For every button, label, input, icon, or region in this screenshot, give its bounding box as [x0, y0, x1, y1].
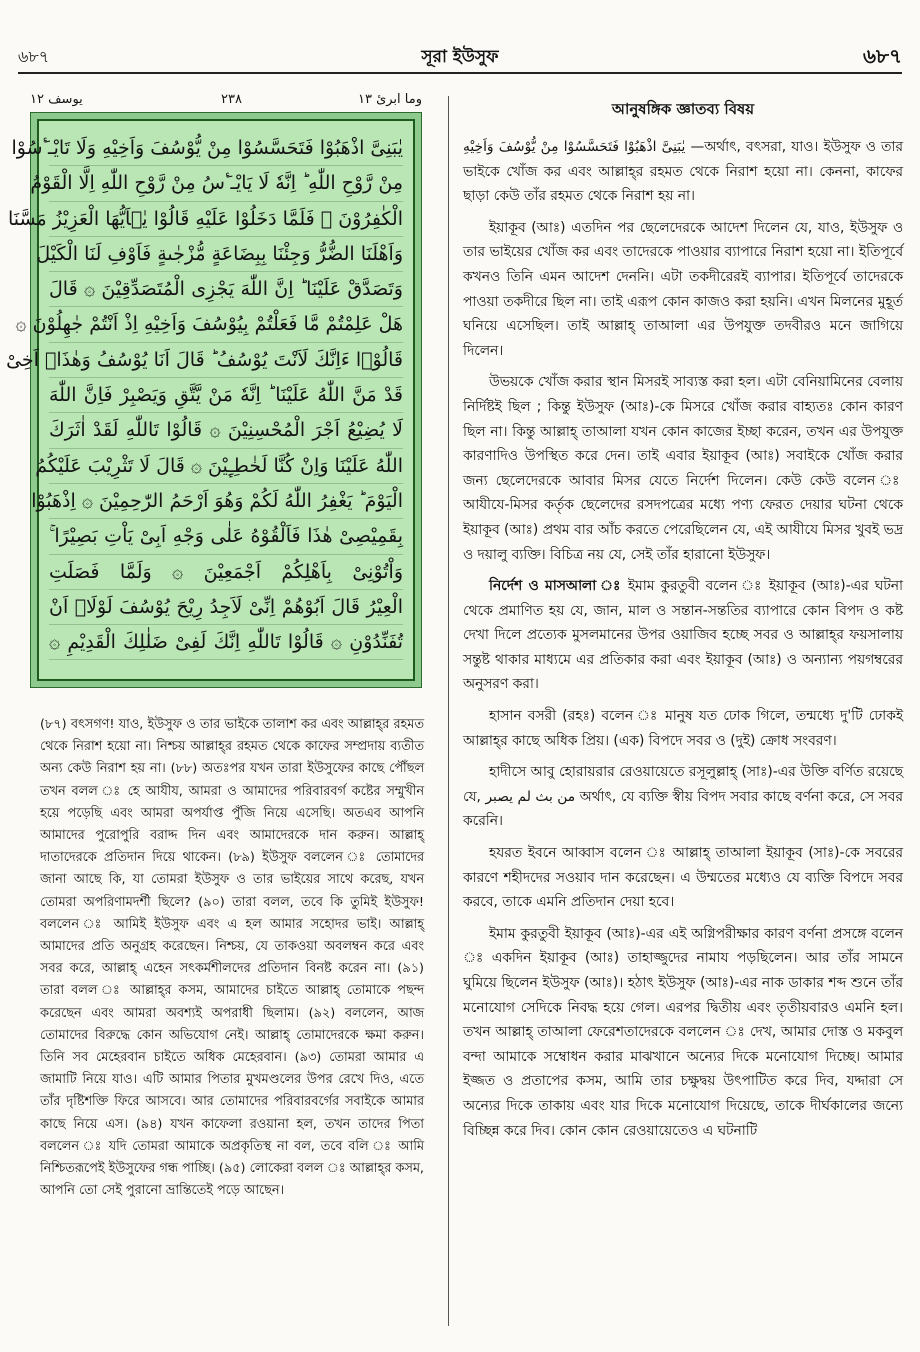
page-number-left: ৬৮৭	[18, 47, 50, 66]
page-header	[18, 40, 902, 70]
commentary-paragraph: হাসান বসরী (রহঃ) বলেন ঃ মানুষ যত ঢোক গিলে, তন্মধ্যে দু'টি ঢোকই আল্লাহ্‌র কাছে অধিক প্রিয়। (এক) বিপদে সবর ও (দুই) ক্রোধ সংবরণ।	[463, 708, 903, 749]
arabic-quote: من بث لم يصبر	[485, 788, 576, 805]
arabic-line: مِنْ رَّوْحِ اللّٰهِ ؕ اِنَّهٗ لَا يَايْـٴَسُ مِنْ رَّوْحِ اللّٰهِ اِلَّا الْقَوْمُ	[49, 166, 403, 201]
commentary-paragraph: ইয়াকূব (আঃ) এতদিন পর ছেলেদেরকে আদেশ দিলেন যে, যাও, ইউসুফ ও তার ভাইয়ের খোঁজ কর এবং তাদেরকে পাওয়ার ব্যাপারে নিরাশ হয়ো না। ইতিপূর্বে কখনও তিনি এমন আদেশ দেননি। এটা তকদীরেরই ব্যাপার। ইতিপূর্বে তাদেরকে পাওয়া তকদীরে ছিল না। তাই এরূপ কোন কাজও করা হয়নি। এখন মিলনের মুহূর্ত ঘনিয়ে এসেছিল। তাই আল্লাহ্ তাআলা এর উপযুক্ত তদবীরও মনে জাগিয়ে দিলেন।	[463, 219, 903, 359]
arabic-line: قَالُوْۤا ءَاِنَّكَ لَاَنْتَ يُوْسُفُ ؕ قَالَ اَنَا يُوْسُفُ وَهٰذَاۤ اَخِىْ	[49, 343, 403, 378]
commentary-paragraph: উভয়কে খোঁজ করার স্থান মিসরই সাব্যস্ত করা হল। এটা বেনিয়ামিনের বেলায় নির্দিষ্টই ছিল ; কিন্তু ইউসুফ (আঃ)-কে মিসরে খোঁজ করার বাহ্যতঃ কোন কারণ ছিল না। কিন্তু আল্লাহ্ তাআলা যখন কোন কাজের ইচ্ছা করেন, তখন এর উপযুক্ত কারণাদিও উপস্থিত করে দেন। তাই এবার ইয়াকূব (আঃ) সবাইকে খোঁজ করার জন্য ছেলেদেরকে আবার মিসর যেতে নির্দেশ দিলেন। কেউ কেউ বলেন ঃ আযীযে-মিসর কর্তৃক ছেলেদের রসদপত্রের মধ্যে পণ্য ফেরত দেয়ার ঘটনা থেকে ইয়াকূব (আঃ) প্রথম বার আঁচ করতে পেরেছিলেন যে, এই আযীযে মিসর খুবই ভদ্র ও দয়ালু ব্যক্তি। বিচিত্র নয় যে, সেই তাঁর হারানো ইউসুফ।	[463, 374, 903, 563]
column-divider	[448, 96, 449, 1326]
arabic-line: يٰبَنِىَّ اذْهَبُوْا فَتَحَسَّسُوْا مِنْ يُّوْسُفَ وَاَخِيْهِ وَلَا تَايْـٴَسُوْا	[49, 131, 403, 166]
surah-label: يوسف ١٢	[30, 92, 83, 107]
arabic-verse-frame	[6, 112, 422, 688]
arabic-line: اللّٰهُ عَلَيْنَا وَاِنْ كُنَّا لَخٰطِـِٕيْنَ ۞ قَالَ لَا تَثْرِيْبَ عَلَيْكُمُ	[49, 449, 403, 484]
commentary-paragraph: ইমাম কুরতুবী ইয়াকূব (আঃ)-এর এই অগ্নিপরীক্ষার কারণ বর্ণনা প্রসঙ্গে বলেন ঃ একদিন ইয়াকূব (আঃ) তাহাজ্জুদের নামায পড়ছিলেন। আর তাঁর সামনে ঘুমিয়ে ছিলেন ইউসুফ (আঃ)। হঠাৎ ইউসুফ (আঃ)-এর নাক ডাকার শব্দ শুনে তাঁর মনোযোগ সেদিকে নিবদ্ধ হয়ে গেল। এরপর দ্বিতীয় এবং তৃতীয়বারও এমনি হল। তখন আল্লাহ্ তাআলা ফেরেশতাদেরকে বললেন ঃ দেখ, আমার দোস্ত ও মকবুল বন্দা আমাকে সম্বোধন করার মাঝখানে অন্যের দিকে মনোযোগ দিচ্ছে। আমার ইজ্জত ও প্রতাপের কসম, আমি তার চক্ষুদ্বয় উৎপাটিত করে দিব, যদ্দারা সে অন্যের দিকে তাকায় এবং যার দিকে মনোযোগ দিয়েছে, তাকে দীর্ঘকালের জন্যে বিচ্ছিন্ন করে দিব। কোন কোন রেওয়ায়েতেও এ ঘটনাটি	[463, 925, 903, 1139]
section-title: আনুষঙ্গিক জ্ঞাতব্য বিষয়	[611, 100, 755, 118]
arabic-line: وَاَهْلَنَا الضُّرُّ وَجِئْنَا بِبِضَاعَةٍ مُّزْجٰىةٍ فَاَوْفِ لَنَا الْكَيْلَ	[49, 237, 403, 272]
commentary-paragraph: হাদীসে আবু হোরায়রার রেওয়ায়েতে রসূলুল্লাহ্ (সাঃ)-এর উক্তি বর্ণিত রয়েছে যে, من بث لم يصبر অর্থাৎ, যে ব্যক্তি স্বীয় বিপদ সবার কাছে বর্ণনা করে, সে সবর করেনি।	[463, 764, 903, 830]
arabic-line: الْعِيْرُ قَالَ اَبُوْهُمْ اِنِّىْ لَاَجِدُ رِيْحَ يُوْسُفَ لَوْلَاۤ اَنْ	[49, 590, 403, 625]
commentary-paragraph: নির্দেশ ও মাসআলা ঃ ইমাম কুরতুবী বলেন ঃ ইয়াকূব (আঃ)-এর ঘটনা থেকে প্রমাণিত হয় যে, জান, মাল ও সন্তান-সন্ততির ব্যাপারে কোন বিপদ ও কষ্ট দেখা দিলে প্রত্যেক মুসলমানের উপর ওয়াজিব হচ্ছে সবর ও আল্লাহ্‌র ফয়সালায় সন্তুষ্ট থাকার মাধ্যমে এর প্রতিকার করা এবং ইয়াকূব (আঃ) ও অন্যান্য পয়গম্বরের অনুসরণ করা।	[463, 578, 903, 693]
arabic-line: الْيَوْمَ ؕ يَغْفِرُ اللّٰهُ لَكُمْ وَهُوَ اَرْحَمُ الرّٰحِمِيْنَ ۞ اِذْهَبُوْا	[49, 484, 403, 519]
arabic-page-number: ٢٣٨	[221, 92, 242, 107]
commentary-paragraph: يٰبَنِىَّ اذْهَبُوْا فَتَحَسَّسُوْا مِنْ يُّوْسُفَ وَاَخِيْهِ —অর্থাৎ, বৎসরা, যাও। ইউসুফ ও তার ভাইকে খোঁজ কর এবং আল্লাহ্‌র রহমত থেকে নিরাশ হয়ো না। কেননা, কাফের ছাড়া কেউ তাঁর রহমত থেকে নিরাশ হয় না।	[463, 139, 903, 205]
arabic-line: وَتَصَدَّقْ عَلَيْنَا ؕ اِنَّ اللّٰهَ يَجْزِى الْمُتَصَدِّقِيْنَ ۞ قَالَ	[49, 272, 403, 307]
arabic-line: بِقَمِيْصِىْ هٰذَا فَاَلْقُوْهُ عَلٰى وَجْهِ اَبِىْ يَاْتِ بَصِيْرًا ۚ	[49, 519, 403, 554]
arabic-verse-panel	[6, 119, 415, 681]
surah-title: সূরা ইউসুফ	[421, 47, 499, 67]
arabic-line: قَدْ مَنَّ اللّٰهُ عَلَيْنَا ؕ اِنَّهٗ مَنْ يَّتَّقِ وَيَصْبِرْ فَاِنَّ اللّٰهَ	[49, 378, 403, 413]
arabic-running-header	[30, 92, 422, 110]
juz-label: وما ابرئ ١٣	[357, 92, 422, 107]
commentary-paragraph: হযরত ইবনে আব্বাস বলেন ঃ আল্লাহ্ তাআলা ইয়াকূব (সাঃ)-কে সবরের কারণে শহীদদের সওয়াব দান করেছেন। এ উম্মতের মধ্যেও যে ব্যক্তি বিপদে সবর করবে, তাকে এমনি প্রতিদান দেয়া হবে।	[463, 845, 903, 911]
translation-text: (৮৭) বৎসগণ! যাও, ইউসুফ ও তার ভাইকে তালাশ কর এবং আল্লাহ্‌র রহমত থেকে নিরাশ হয়ো না। নিশ্চয় আল্লাহ্‌র রহমত থেকে কাফের সম্প্রদায় ব্যতীত অন্য কেউ নিরাশ হয় না। (৮৮) অতঃপর যখন তারা ইউসুফের কাছে পৌঁছল তখন বলল ঃ হে আযীয, আমরা ও আমাদের পরিবারবর্গ কষ্টের সম্মুখীন হয়ে পড়েছি এবং আমরা অপর্যাপ্ত পুঁজি নিয়ে এসেছি। অতএব আপনি আমাদের পুরোপুরি বরাদ্দ দিন এবং আমাদেরকে দান করুন। আল্লাহ্ দাতাদেরকে প্রতিদান দিয়ে থাকেন। (৮৯) ইউসুফ বললেন ঃ তোমাদের জানা আছে কি, যা তোমরা ইউসুফ ও তার ভাইয়ের সাথে করেছ, যখন তোমরা অপরিণামদর্শী ছিলে? (৯০) তারা বলল, তবে কি তুমিই ইউসুফ! বললেন ঃ আমিই ইউসুফ এবং এ হল আমার সহোদর ভাই। আল্লাহ্ আমাদের প্রতি অনুগ্রহ করেছেন। নিশ্চয়, যে তাকওয়া অবলম্বন করে এবং সবর করে, আল্লাহ্ এহেন সৎকর্মশীলদের প্রতিদান বিনষ্ট করেন না। (৯১) তারা বলল ঃ আল্লাহ্‌র কসম, আমাদের চাইতে আল্লাহ্ তোমাকে পছন্দ করেছেন এবং আমরা অবশ্যই অপরাধী ছিলাম। (৯২) বললেন, আজ তোমাদের বিরুদ্ধে কোন অভিযোগ নেই। আল্লাহ্ তোমাদেরকে ক্ষমা করুন। তিনি সব মেহেরবান চাইতে অধিক মেহেরবান। (৯৩) তোমরা আমার এ জামাটি নিয়ে যাও। এটি আমার পিতার মুখমণ্ডলের উপর রেখে দিও, এতে তাঁর দৃষ্টিশক্তি ফিরে আসবে। আর তোমাদের পরিবারবর্গের সবাইকে আমার কাছে নিয়ে এস। (৯৪) যখন কাফেলা রওয়ানা হল, তখন তাদের পিতা বললেন ঃ যদি তোমরা আমাকে অপ্রকৃতিস্থ না বল, তবে বলি ঃ আমি নিশ্চিতরূপেই ইউসুফের গন্ধ পাচ্ছি। (৯৫) লোকেরা বলল ঃ আল্লাহ্‌র কসম, আপনি তো সেই পুরানো ভ্রান্তিতেই পড়ে আছেন।	[40, 717, 424, 1199]
arabic-line: هَلْ عَلِمْتُمْ مَّا فَعَلْتُمْ بِيُوْسُفَ وَاَخِيْهِ اِذْ اَنْتُمْ جٰهِلُوْنَ ۞	[49, 307, 403, 342]
arabic-line: وَاْتُوْنِىْ بِاَهْلِكُمْ اَجْمَعِيْنَ ۞ وَلَمَّا فَصَلَتِ	[49, 555, 403, 590]
arabic-line: تُفَنِّدُوْنِ ۞ قَالُوْا تَاللّٰهِ اِنَّكَ لَفِىْ ضَلٰلِكَ الْقَدِيْمِ ۞	[49, 625, 403, 660]
page-number-right: ৬৮৭	[863, 44, 902, 68]
header-rule	[18, 72, 902, 74]
commentary-column	[463, 94, 903, 1150]
paragraph-lead: নির্দেশ ও মাসআলা ঃ	[489, 578, 622, 595]
arabic-quote: يٰبَنِىَّ اذْهَبُوْا فَتَحَسَّسُوْا مِنْ يُّوْسُفَ وَاَخِيْهِ	[463, 139, 686, 155]
arabic-line: الْكٰفِرُوْنَ ۞ فَلَمَّا دَخَلُوْا عَلَيْهِ قَالُوْا يٰۤاَيُّهَا الْعَزِيْزُ مَسَّنَا	[49, 202, 403, 237]
bengali-translation	[40, 714, 424, 1202]
arabic-line: لَا يُضِيْعُ اَجْرَ الْمُحْسِنِيْنَ ۞ قَالُوْا تَاللّٰهِ لَقَدْ اٰثَرَكَ	[49, 413, 403, 448]
